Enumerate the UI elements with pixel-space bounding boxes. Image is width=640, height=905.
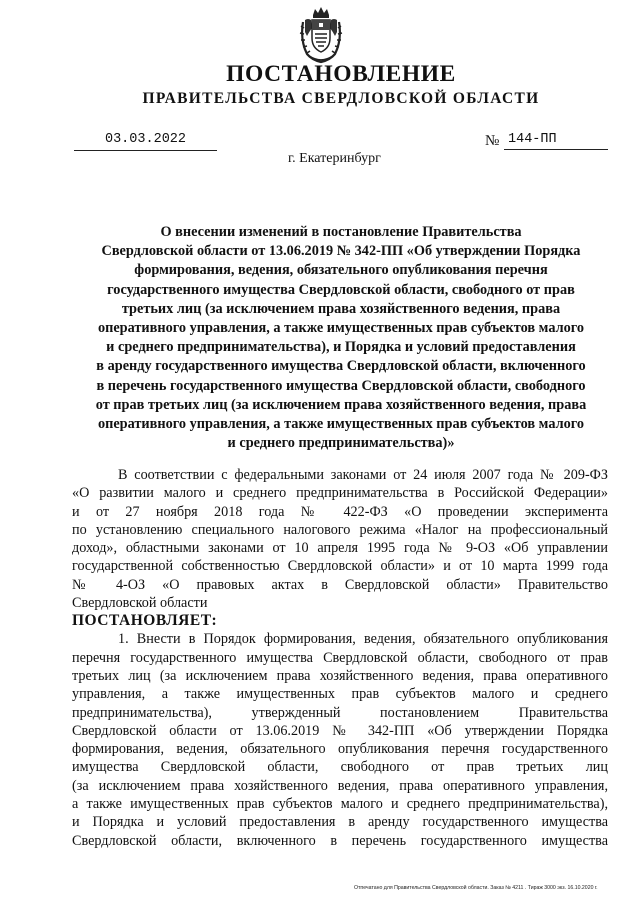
title-line: О внесении изменений в постановление Правительства [160, 224, 522, 240]
title-line: формирования, ведения, обязательного опубликования перечня [134, 262, 548, 279]
preamble-line: государственной собственностью Свердловской области» и от 10 марта 1999 года [72, 558, 608, 575]
title-line: Свердловской области от 13.06.2019 № 342-ПП «Об утверждении Порядка [101, 243, 581, 260]
clause-line: имущества Свердловской области, свободного от прав третьих лиц [72, 759, 608, 776]
document-type-heading: ПОСТАНОВЛЕНИЕ [226, 61, 456, 87]
clause-line: перечня государственного имущества Свердловской области, свободного от прав [72, 649, 608, 666]
clause-line: управления, а также имущественных прав субъектов малого и среднего [72, 686, 608, 703]
preamble-line: В соответствии с федеральными законами от 24 июля 2007 года № 209-ФЗ [118, 467, 608, 483]
clause-line: Свердловской области от 13.06.2019 № 342-ПП «Об утверждении Порядка [72, 722, 608, 739]
title-line: в аренду государственного имущества Свердловской области, включенного [96, 358, 586, 375]
title-line: в перечень государственного имущества Свердловской области, свободного [96, 377, 586, 394]
title-line: третьих лиц (за исключением права хозяйственного ведения, права [121, 300, 561, 317]
title-line: оперативного управления, а также имущественных прав субъектов малого [97, 320, 585, 337]
document-body [72, 466, 608, 850]
title-line: от прав третьих лиц (за исключением права хозяйственного ведения, права [95, 396, 587, 413]
title-line: и среднего предпринимательства)» [227, 435, 455, 452]
clause-line: и Порядка и условий предоставления в аренду государственного имущества [72, 814, 608, 831]
document-number: 144-ПП [504, 132, 608, 150]
preamble-line: доход», областными законами от 10 апреля 1995 года № 9-ОЗ «Об управлении [72, 540, 608, 557]
clause-line: 1. Внести в Порядок формирования, ведения, обязательного опубликования [118, 631, 608, 648]
preamble-line: «О развитии малого и среднего предпринимательства в Российской Федерации» [72, 485, 608, 502]
issuer-heading: ПРАВИТЕЛЬСТВА СВЕРДЛОВСКОЙ ОБЛАСТИ [142, 90, 540, 107]
clause-line: формирования, ведения, обязательного опубликования перечня государственного [72, 741, 608, 758]
preamble-line: № 4-ОЗ «О правовых актах в Свердловской области» Правительство [72, 576, 608, 593]
document-date: 03.03.2022 [74, 132, 217, 151]
print-footer: Отпечатано для Правительства Свердловской области. Заказ № 4211 . Тираж 3000 экз. 16.10.2020 г. [354, 885, 598, 891]
preamble-line: и от 27 ноября 2018 года № 422-ФЗ «О проведении эксперимента [72, 503, 608, 520]
decree-word: ПОСТАНОВЛЯЕТ: [72, 612, 218, 630]
document-title [74, 223, 608, 453]
clause-line: предпринимательства), утвержденный постановлением Правительства [72, 704, 608, 721]
clause-line: Свердловской области, включенного в перечень государственного имущества [72, 832, 608, 849]
preamble-line: по установлению специального налогового режима «Налог на профессиональный [72, 521, 608, 538]
clause-line: а также имущественных прав субъектов малого и среднего предпринимательства), [72, 796, 608, 813]
clause-line: (за исключением права хозяйственного ведения, права оперативного управления, [72, 777, 608, 794]
title-line: и среднего предпринимательства), и Порядка и условий предоставления [106, 339, 576, 356]
coat-of-arms-icon [299, 6, 343, 64]
clause-line: третьих лиц (за исключением права хозяйственного ведения, права оперативного [72, 667, 608, 684]
number-label: № [485, 133, 500, 149]
title-line: оперативного управления, а также имущественных прав субъектов малого [97, 416, 585, 433]
preamble-line: Свердловской области [72, 595, 208, 612]
issue-city: г. Екатеринбург [288, 151, 381, 166]
title-line: государственного имущества Свердловской области, свободного от прав [107, 281, 575, 298]
